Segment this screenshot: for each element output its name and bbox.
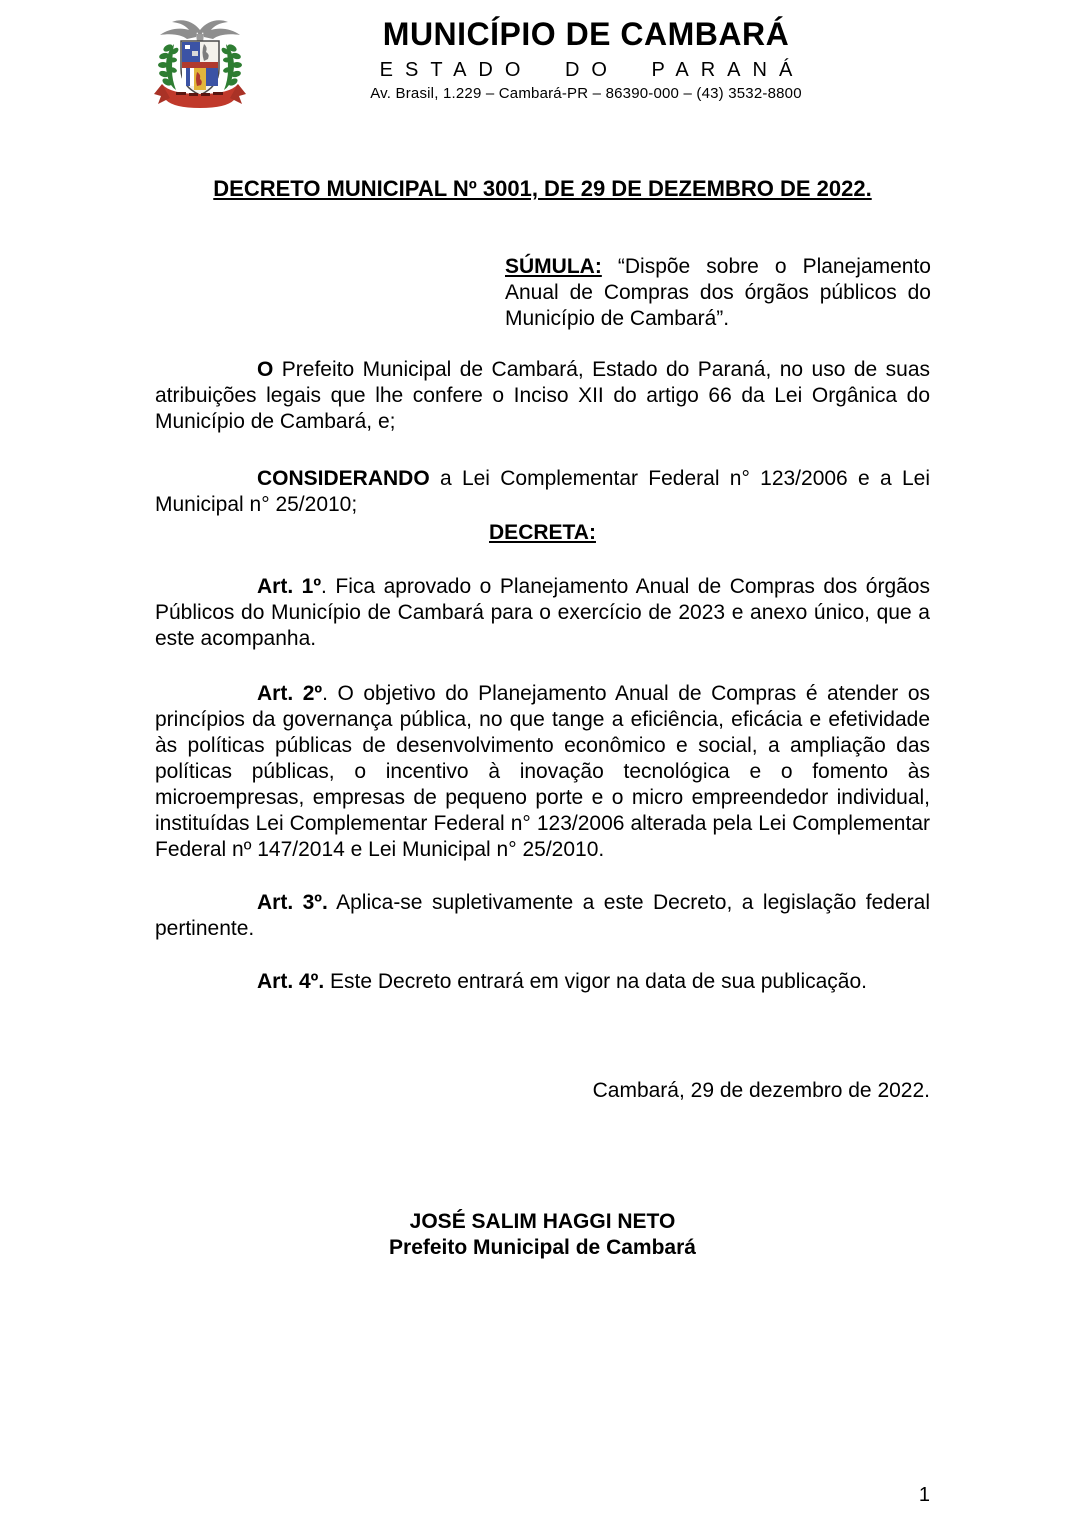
sumula-paragraph [505, 254, 931, 332]
preamble-lead: O [257, 358, 274, 381]
article-1-paragraph [155, 574, 930, 652]
article-4-paragraph [155, 969, 930, 995]
letterhead-address: Av. Brasil, 1.229 – Cambará-PR – 86390-000 – (43) 3532-8800 [370, 85, 802, 102]
signature-name: JOSÉ SALIM HAGGI NETO [409, 1210, 676, 1233]
preamble-text: Prefeito Municipal de Cambará, Estado do Paraná, no uso de suas atribuições legais que lhe confere o Inciso XII do artigo 66 da Lei Orgânica do Município de Cambará, e; [155, 358, 930, 433]
dateline: Cambará, 29 de dezembro de 2022. [592, 1079, 930, 1102]
article-2-text: . O objetivo do Planejamento Anual de Compras é atender os princípios da governança pública, no que tange a eficiência, eficácia e efetividade às políticas públicas de desenvolvimento econômico e social, a ampliação das políticas públicas, o incentivo à inovação tecnológica e o fomento às microempresas, empresas de pequeno porte e o micro empreendedor individual, instituídas Lei Complementar Federal n° 123/2006 alterada pela Lei Complementar Federal nº 147/2014 e Lei Municipal n° 25/2010. [155, 682, 930, 861]
article-3-lead: Art. 3º. [257, 891, 328, 914]
decree-title [155, 176, 930, 202]
decree-title-text: DECRETO MUNICIPAL Nº 3001, DE 29 DE DEZEMBRO DE 2022. [213, 176, 872, 201]
article-1-text: . Fica aprovado o Planejamento Anual de Compras dos órgãos Públicos do Município de Cambará para o exercício de 2023 e anexo único, que a este acompanha. [155, 575, 930, 650]
considerando-text: a Lei Complementar Federal n° 123/2006 e a Lei Municipal n° 25/2010; [155, 467, 930, 516]
article-1-lead: Art. 1º [257, 575, 322, 598]
coat-of-arms-icon [152, 14, 248, 114]
letterhead [250, 16, 922, 102]
decreta-heading-text: DECRETA: [489, 521, 596, 544]
considerando-paragraph [155, 466, 930, 518]
article-4-lead: Art. 4º. [257, 970, 325, 993]
signature-role: Prefeito Municipal de Cambará [389, 1236, 696, 1259]
preamble-paragraph [155, 357, 930, 435]
letterhead-state: ESTADO DO PARANÁ [379, 59, 805, 81]
article-2-lead: Art. 2º [257, 682, 323, 705]
article-2-paragraph [155, 681, 930, 863]
sumula-text: “Dispõe sobre o Planejamento Anual de Compras dos órgãos públicos do Município de Cambará”. [505, 255, 931, 330]
letterhead-municipality: MUNICÍPIO DE CAMBARÁ [382, 16, 790, 52]
article-3-text: Aplica-se supletivamente a este Decreto, a legislação federal pertinente. [155, 891, 930, 940]
sumula-label: SÚMULA: [505, 255, 602, 278]
decreta-heading [155, 521, 930, 545]
page-number: 1 [918, 1484, 930, 1506]
signature-block [155, 1209, 930, 1261]
considerando-lead: CONSIDERANDO [257, 467, 430, 490]
article-3-paragraph [155, 890, 930, 942]
article-4-text: Este Decreto entrará em vigor na data de sua publicação. [324, 970, 867, 993]
